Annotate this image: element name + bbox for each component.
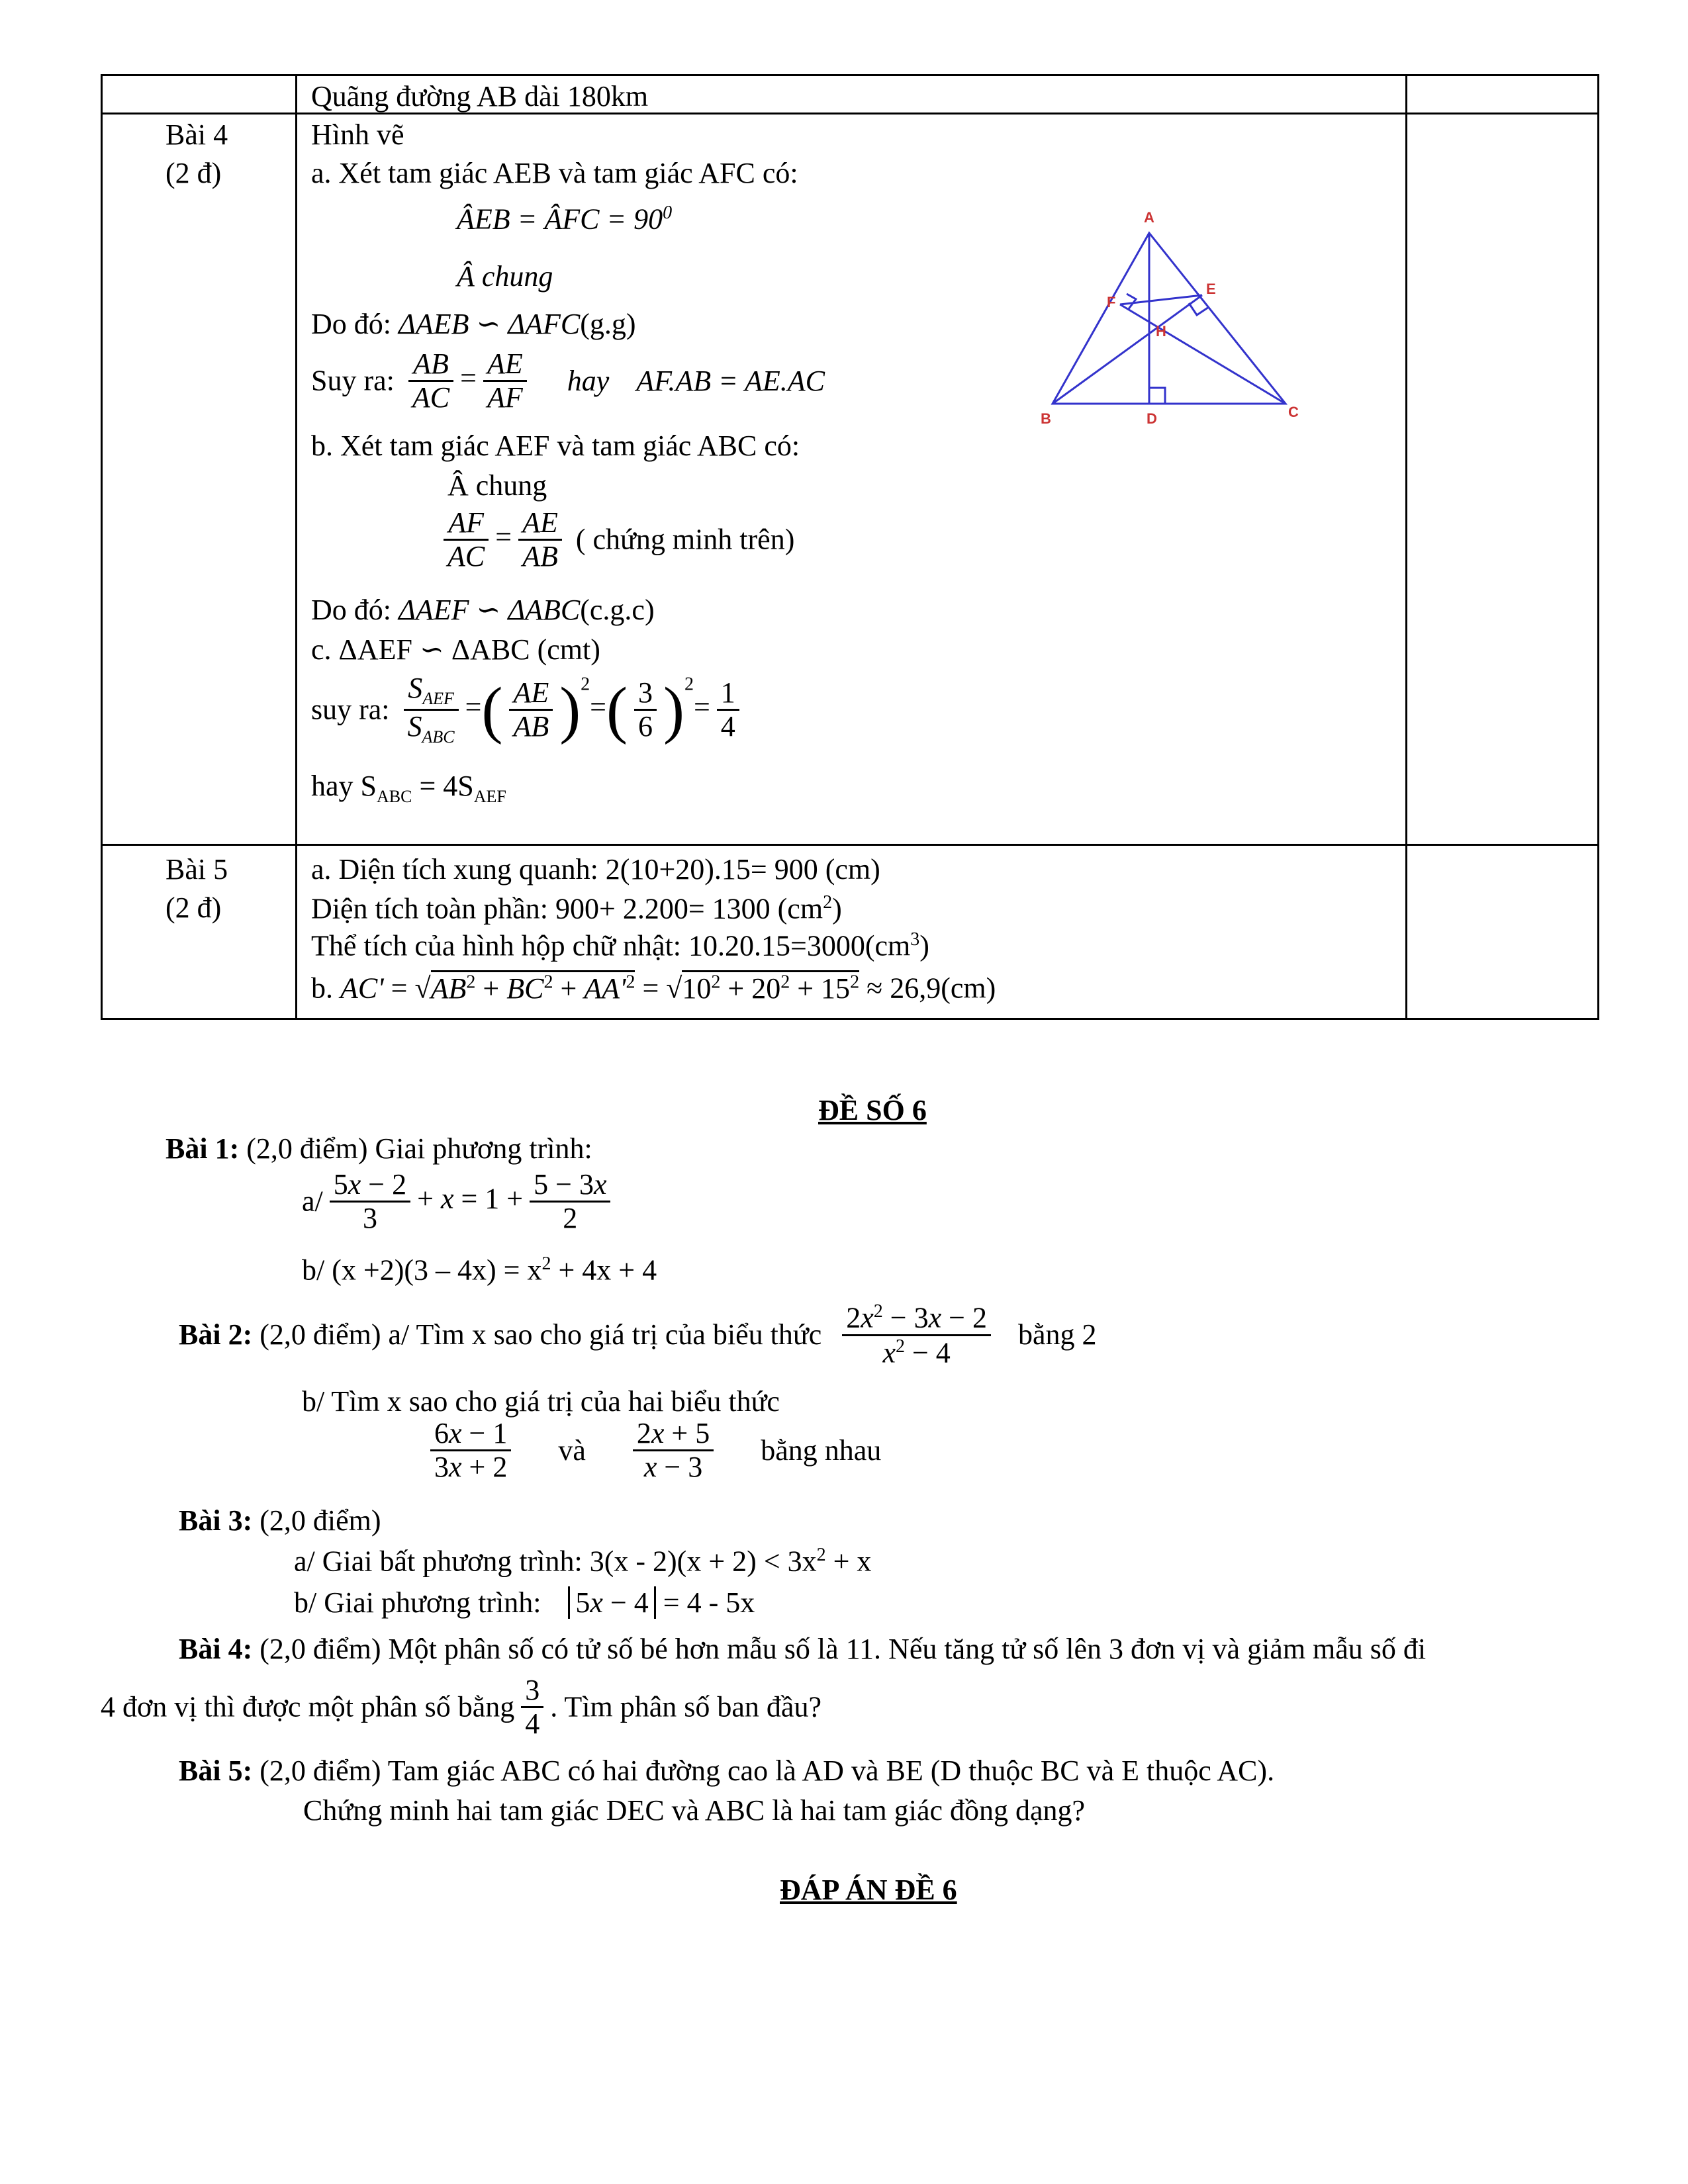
bai4-hinh-ve: Hình vẽ	[311, 118, 404, 151]
bai4-label: Bài 4	[165, 118, 228, 151]
de6-bai1: Bài 1: (2,0 điểm) Giai phương trình:	[165, 1132, 592, 1165]
de6-bai3-b: b/ Giai phương trình: 5x − 4 = 4 - 5x	[294, 1586, 755, 1619]
label-h: H	[1156, 323, 1166, 340]
label-d: D	[1147, 410, 1157, 427]
de6-bai4: Bài 4: (2,0 điểm) Một phân số có tử số bé hơn mẫu số là 11. Nếu tăng tử số lên 3 đơn vị và giảm mẫu số đi	[179, 1633, 1427, 1665]
label-e: E	[1206, 281, 1216, 297]
triangle-figure	[1033, 199, 1324, 437]
label-b: B	[1041, 410, 1051, 427]
label-c: C	[1288, 404, 1299, 420]
dap-an-title: ĐÁP ÁN ĐỀ 6	[780, 1874, 957, 1906]
altitude-cf	[1120, 304, 1286, 404]
label-f: F	[1107, 294, 1116, 310]
de6-bai2: Bài 2: (2,0 điểm) a/ Tìm x sao cho giá trị của biểu thức $\frac{2x^2 - 3x - 2}{x^2 - 4}$ bằng 2	[179, 1301, 1097, 1369]
bai4-a-intro: a. Xét tam giác AEB và tam giác AFC có:	[311, 157, 798, 189]
right-angle-f	[1127, 294, 1136, 310]
bai5-line2: Diện tích toàn phần: 900+ 2.200= 1300 $(cm^2)$	[311, 892, 842, 925]
bai5-points: (2 đ)	[165, 891, 222, 924]
de6-bai1-a: a/ $\frac{5x - 2}{3}$ + x = 1 + $\frac{5 - 3x}{2}$	[302, 1169, 617, 1234]
right-angle-d	[1149, 388, 1165, 404]
de6-bai3: Bài 3: (2,0 điểm)	[179, 1504, 381, 1537]
bai4-suy-ra: Suy ra: $\frac{AB}{AC}$ = $\frac{AE}{AF}$ hay AF.AB = AE.AC	[311, 347, 825, 414]
row0-content: Quãng đường AB dài 180km	[311, 80, 649, 113]
de6-bai5: Bài 5: (2,0 điểm) Tam giác ABC có hai đường cao là AD và BE (D thuộc BC và E thuộc AC).	[179, 1754, 1275, 1787]
bai4-b-intro: b. Xét tam giác AEF và tam giác ABC có:	[311, 430, 800, 462]
bai4-b-do-do: Do đó: ΔAEF ∽ ΔABC(c.g.c)	[311, 594, 655, 626]
bai4-hay-final: hay $S_{ABC} = 4S_{AEF}$	[311, 770, 506, 806]
de6-bai2-b-fractions: $\frac{6x - 1}{3x + 2}$ và $\frac{2x + 5}{x - 3}$ bằng nhau	[424, 1418, 881, 1483]
bai4-do-do: Do đó: ΔAEB ∽ ΔAFC(g.g)	[311, 308, 636, 340]
bai5-line1: a. Diện tích xung quanh: 2(10+20).15= 900 (cm)	[311, 853, 880, 886]
bai4-a-chung: Â chung	[457, 260, 553, 293]
bai5-label: Bài 5	[165, 853, 228, 886]
de6-bai2-b: b/ Tìm x sao cho giá trị của hai biểu thức	[302, 1385, 780, 1418]
de6-bai4-line2: 4 đơn vị thì được một phân số bằng $\frac{3}{4}$ . Tìm phân số ban đầu?	[101, 1674, 821, 1740]
bai4-c-line: c. ΔAEF ∽ ΔABC (cmt)	[311, 633, 600, 666]
de6-bai1-b: b/ $(x +2)(3 - 4x) = x^2 + 4x + 4$	[302, 1253, 657, 1287]
bai4-b-fraction: $\frac{AF}{AC}$ = $\frac{AE}{AB}$ ( chứng minh trên)	[437, 507, 794, 572]
de6-bai5-line2: Chứng minh hai tam giác DEC và ABC là hai tam giác đồng dạng?	[303, 1794, 1086, 1827]
bai4-b-chung: Â chung	[447, 469, 547, 502]
bai4-angle-eq: ÂEB = ÂFC = $90^0$	[457, 203, 673, 236]
bai4-points: (2 đ)	[165, 157, 222, 189]
label-a: A	[1144, 209, 1154, 226]
de6-title: ĐỀ SỐ 6	[818, 1094, 927, 1126]
bai5-line4: b. $AC' = √AB^2 + BC^2 + AA'^2 = √10^2 + 20^2 + 15^2 \approx 26,9(cm)$	[311, 973, 996, 1003]
bai4-c-suy-ra: suy ra: $\frac{S_{AEF}}{S_{ABC}}$ =( $\frac{AE}{AB}$ )$^2$=( $\frac{3}{6}$ )$^2$= $\frac{1}{4}$	[311, 672, 746, 747]
de6-bai3-a: a/ Giai bất phương trình: $3(x - 2)(x + 2) < 3x^2 + x$	[294, 1545, 872, 1578]
altitude-be	[1053, 295, 1202, 404]
bai5-line3: Thể tích của hình hộp chữ nhật: $10.20.15=3000(cm^3)$	[311, 929, 929, 962]
